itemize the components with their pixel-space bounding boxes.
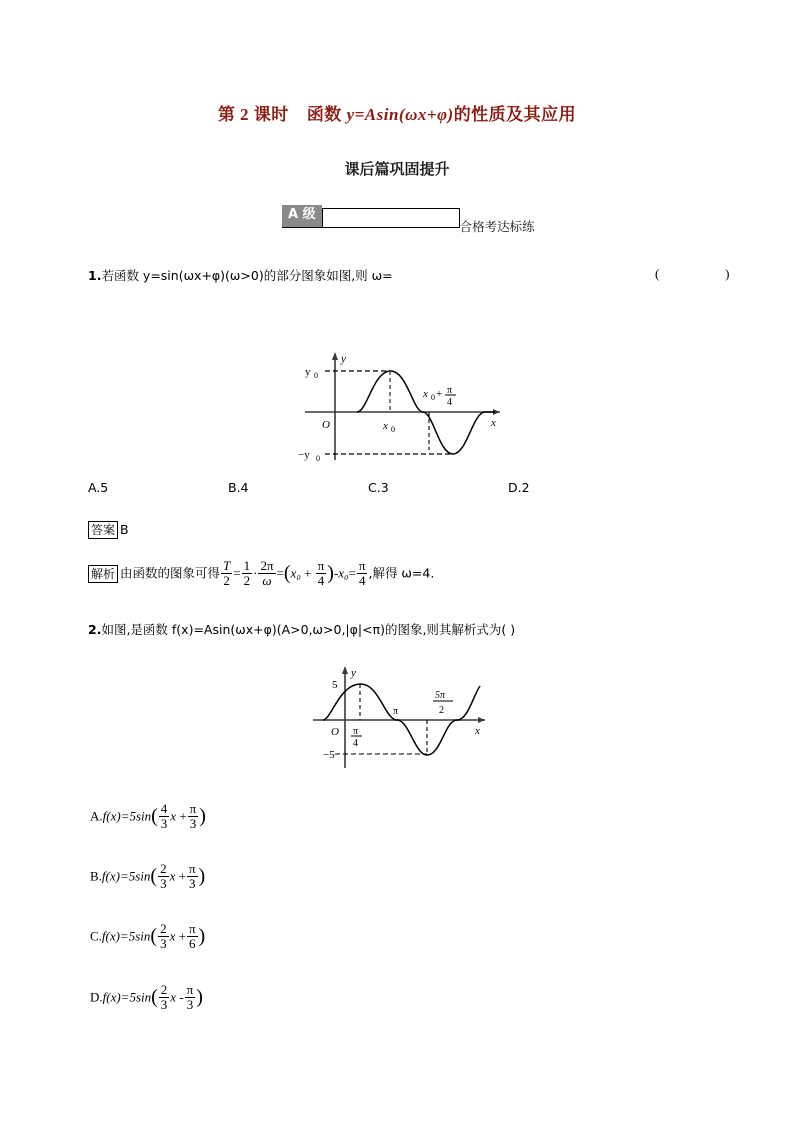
figure1-ytick-neg-y0-sub: 0 <box>316 454 320 463</box>
question-2-choice-a[interactable]: A.f(x)=5sin( $\frac{4}{3}$ x + $\frac{\pi}{3}$ ) <box>90 801 206 831</box>
solution-tag: 解析 <box>88 565 118 583</box>
solution-frac-T-2: $\frac{T}{2}$ <box>223 558 231 588</box>
option-c[interactable]: C.3 <box>368 480 389 495</box>
choice-c-coef: $\frac{2}{3}$ <box>160 921 167 951</box>
choice-c-fn: f(x)=5sin <box>101 928 151 944</box>
question-1-body: 若函数 y=sin(ωx+φ)(ω>0)的部分图象如图,则 ω= <box>101 268 393 283</box>
figure2-ytick-neg5: −5 <box>323 749 335 761</box>
option-b[interactable]: B.4 <box>228 480 249 495</box>
choice-d-coef: $\frac{2}{3}$ <box>160 982 168 1012</box>
choice-b-coef: $\frac{2}{3}$ <box>160 861 167 891</box>
solution-frac-2pi-omega: $\frac{2\pi}{\omega}$ <box>260 558 274 588</box>
question-1-number: 1. <box>88 268 102 283</box>
figure2-y-axis-label: y <box>351 667 356 679</box>
choice-c-op: + <box>178 928 186 944</box>
solution-minus-x0: -x₀ <box>333 565 349 581</box>
choice-c-phase: $\frac{\pi}{6}$ <box>188 921 196 951</box>
choice-b-phase: $\frac{\pi}{3}$ <box>188 861 196 891</box>
solution-frac-1-2: $\frac{1}{2}$ <box>243 558 251 588</box>
answer-value: B <box>120 522 129 537</box>
choice-b-op: + <box>178 868 186 884</box>
figure1-y-axis-label: y <box>341 353 346 365</box>
solution-frac-pi-4b: $\frac{\pi}{4}$ <box>358 558 366 588</box>
choice-a-label: A. <box>90 808 103 824</box>
choice-c-label: C. <box>90 928 102 944</box>
figure2-ytick-5: 5 <box>332 679 338 691</box>
choice-a-var: x <box>170 808 177 824</box>
figure1-ytick-y0-sub: 0 <box>314 371 318 380</box>
choice-d-label: D. <box>90 989 103 1005</box>
question-1-solution-line: 解析 由函数的图象可得 $\frac{T}{2}$ = $\frac{1}{2}$ · $\frac{2\pi}{\omega}$ =(x₀ + $\frac{\pi}{4}$ )-x₀= $\frac{\pi}{4}$ ,解得 ω=4. <box>88 560 434 588</box>
solution-x0: x₀ <box>290 565 301 581</box>
question-1-options <box>88 480 708 495</box>
question-2-choice-c[interactable]: C.f(x)=5sin( $\frac{2}{3}$ x + $\frac{\pi}{6}$ ) <box>90 921 206 951</box>
choice-c-var: x <box>169 928 176 944</box>
question-2-body: 如图,是函数 f(x)=Asin(ωx+φ)(A>0,ω>0,|φ|<π)的图象,则其解析式为( ) <box>101 622 516 637</box>
choice-d-fn: f(x)=5sin <box>102 989 152 1005</box>
solution-frac-pi-4: $\frac{\pi}{4}$ <box>317 558 325 588</box>
figure1-xtick-plus-sign: + <box>436 388 443 400</box>
choice-b-var: x <box>169 868 176 884</box>
question-2-choice-b[interactable]: B.f(x)=5sin( $\frac{2}{3}$ x + $\frac{\pi}{3}$ ) <box>90 861 206 891</box>
choice-b-label: B. <box>90 868 102 884</box>
page-title <box>0 100 794 125</box>
figure1-origin-label: O <box>322 419 330 431</box>
figure1-xtick-x0-plus: x <box>423 388 428 400</box>
figure1-xtick-4-den: 4 <box>447 397 452 408</box>
choice-d-op: - <box>179 989 184 1005</box>
figure2-xtick-pi: π <box>393 706 399 717</box>
title-function-tail: 的性质及其应用 <box>453 105 577 124</box>
title-function-head: 函数 <box>306 105 347 124</box>
figure2-xtick-pi-num: π <box>353 726 359 737</box>
level-badge: A 级 <box>282 205 322 228</box>
choice-a-phase: $\frac{\pi}{3}$ <box>189 801 197 831</box>
choice-d-phase: $\frac{\pi}{3}$ <box>186 982 194 1012</box>
question-1-text <box>88 266 393 284</box>
figure-question-1 <box>295 342 515 472</box>
figure1-ytick-neg-y0: −y <box>298 449 310 461</box>
level-badge-row <box>282 205 535 234</box>
figure1-x-axis-label: x <box>491 417 496 429</box>
figure1-ytick-y0: y <box>305 366 311 378</box>
answer-tag: 答案 <box>88 521 118 539</box>
choice-d-var: x <box>170 989 177 1005</box>
question-2-choice-d[interactable]: D.f(x)=5sin( $\frac{2}{3}$ x - $\frac{\pi}{3}$ ) <box>90 982 203 1012</box>
figure-question-2 <box>305 658 500 778</box>
figure1-xtick-x0-plus-sub: 0 <box>431 393 435 402</box>
solution-lead: 由函数的图象可得 <box>120 565 221 581</box>
title-lesson-prefix: 第 2 课时 <box>217 105 289 124</box>
question-2-number: 2. <box>88 622 102 637</box>
choice-a-coef: $\frac{4}{3}$ <box>160 801 168 831</box>
choice-a-fn: f(x)=5sin <box>102 808 152 824</box>
level-rule-bar <box>322 208 460 228</box>
figure2-xtick-2-den: 2 <box>439 705 444 716</box>
question-2-text <box>88 620 515 638</box>
figure2-origin-label: O <box>331 726 339 738</box>
choice-b-fn: f(x)=5sin <box>101 868 151 884</box>
level-caption: 合格考达标练 <box>459 219 535 234</box>
figure1-xtick-pi-num: π <box>447 385 453 396</box>
section-header: 课后篇巩固提升 <box>344 160 450 178</box>
figure1-xtick-x0-sub: 0 <box>391 425 395 434</box>
figure2-xtick-5pi-num: 5π <box>435 690 446 701</box>
figure1-xtick-x0: x <box>383 420 388 432</box>
choice-a-op: + <box>179 808 187 824</box>
option-a[interactable]: A.5 <box>88 480 109 495</box>
figure2-x-axis-label: x <box>475 725 480 737</box>
question-1-answer-line <box>88 521 129 539</box>
solution-tail: ,解得 ω=4. <box>368 565 435 581</box>
figure2-xtick-4-den: 4 <box>353 738 358 749</box>
question-1-answer-parens: ( ) <box>655 266 744 281</box>
option-d[interactable]: D.2 <box>508 480 530 495</box>
title-formula: y=Asin(ωx+φ) <box>346 105 454 124</box>
